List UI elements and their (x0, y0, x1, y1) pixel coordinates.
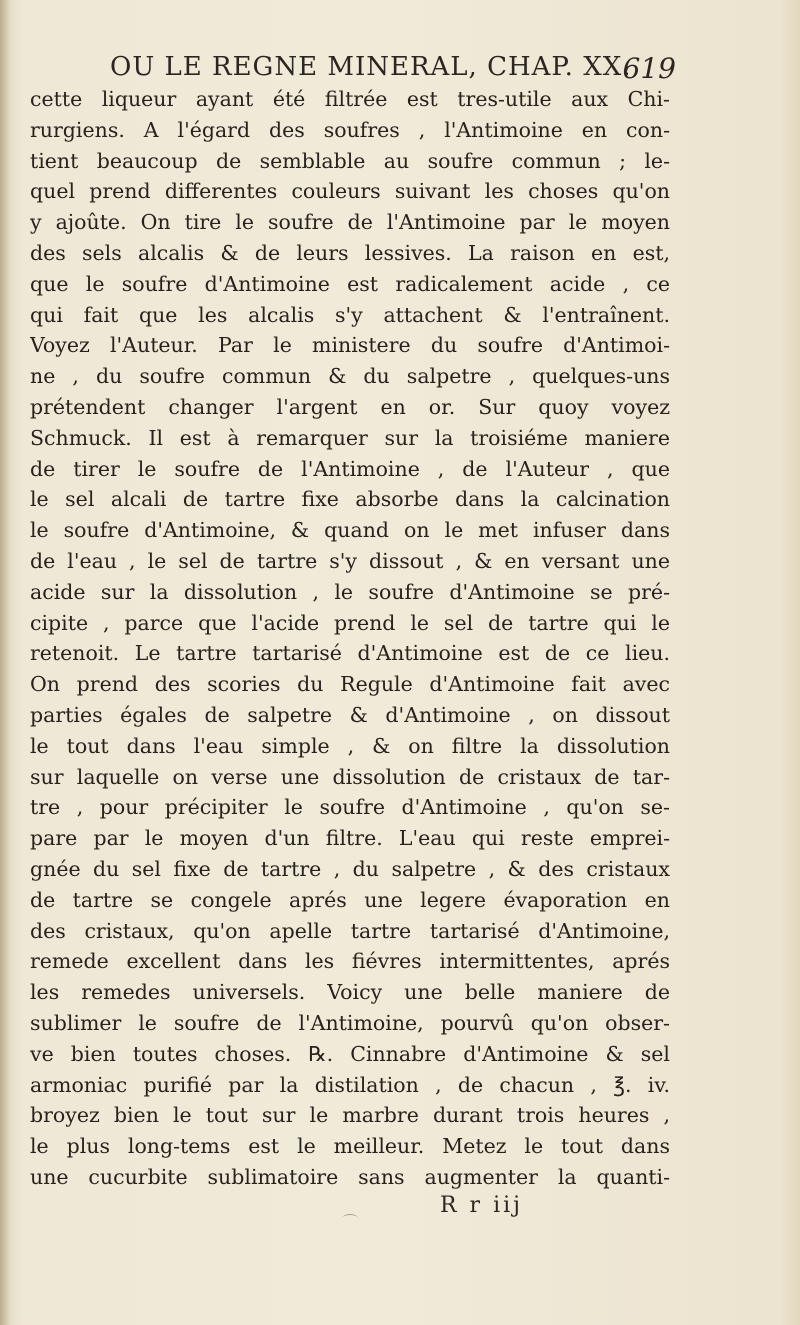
text-line: tre , pour précipiter le soufre d'Antimoine , qu'on se- (30, 795, 670, 820)
text-line: ne , du soufre commun & du salpetre , quelques-uns (30, 364, 670, 389)
text-line: une cucurbite sublimatoire sans augmenter la quanti- (30, 1164, 670, 1189)
text-line: sublimer le soufre de l'Antimoine, pourvû qu'on obser- (30, 1010, 670, 1035)
text-line: armoniac purifié par la distilation , de chacun , ℥. iv. (30, 1072, 670, 1097)
text-line: des sels alcalis & de leurs lessives. La raison en est, (30, 240, 670, 265)
text-line: acide sur la dissolution , le soufre d'Antimoine se pré- (30, 579, 670, 604)
signature-mark: R r iij (440, 1193, 523, 1218)
text-line: rurgiens. A l'égard des soufres , l'Antimoine en con- (30, 117, 670, 142)
text-line: remede excellent dans les fiévres intermittentes, aprés (30, 949, 670, 974)
text-line: de l'eau , le sel de tartre s'y dissout , & en versant une (30, 548, 670, 573)
text-line: les remedes universels. Voicy une belle maniere de (30, 980, 670, 1005)
text-line: le tout dans l'eau simple , & on filtre la dissolution (30, 733, 670, 758)
text-line: que le soufre d'Antimoine est radicalement acide , ce (30, 271, 670, 296)
text-line: broyez bien le tout sur le marbre durant trois heures , (30, 1103, 670, 1128)
running-title: OU LE REGNE MINERAL, CHAP. XX. (110, 52, 632, 82)
text-line: On prend des scories du Regule d'Antimoine fait avec (30, 672, 670, 697)
body-text (30, 84, 670, 1193)
ink-mark (342, 1214, 358, 1223)
text-line: retenoit. Le tartre tartarisé d'Antimoine est de ce lieu. (30, 641, 670, 666)
text-line: parties égales de salpetre & d'Antimoine , on dissout (30, 702, 670, 727)
text-line: le plus long-tems est le meilleur. Metez le tout dans (30, 1134, 670, 1159)
text-line: le sel alcali de tartre fixe absorbe dans la calcination (30, 487, 670, 512)
text-line: ve bien toutes choses. ℞. Cinnabre d'Antimoine & sel (30, 1041, 670, 1066)
text-line: de tartre se congele aprés une legere évaporation en (30, 887, 670, 912)
text-line: tient beaucoup de semblable au soufre commun ; le- (30, 148, 670, 173)
text-line: prétendent changer l'argent en or. Sur quoy voyez (30, 394, 670, 419)
page-number: 619 (622, 52, 676, 85)
text-line: quel prend differentes couleurs suivant les choses qu'on (30, 179, 670, 204)
text-line: cipite , parce que l'acide prend le sel de tartre qui le (30, 610, 670, 635)
page-spine-shadow (0, 0, 10, 1325)
text-line: cette liqueur ayant été filtrée est tres-utile aux Chi- (30, 87, 670, 111)
text-line: Voyez l'Auteur. Par le ministere du soufre d'Antimoi- (30, 333, 670, 358)
text-line: le soufre d'Antimoine, & quand on le met infuser dans (30, 518, 670, 543)
text-line: Schmuck. Il est à remarquer sur la troisiéme maniere (30, 425, 670, 450)
text-line: de tirer le soufre de l'Antimoine , de l'Auteur , que (30, 456, 670, 481)
text-line: des cristaux, qu'on apelle tartre tartarisé d'Antimoine, (30, 918, 670, 943)
text-line: sur laquelle on verse une dissolution de cristaux de tar- (30, 764, 670, 789)
text-line: qui fait que les alcalis s'y attachent & l'entraînent. (30, 302, 670, 327)
text-line: pare par le moyen d'un filtre. L'eau qui reste emprei- (30, 826, 670, 851)
text-line: y ajoûte. On tire le soufre de l'Antimoine par le moyen (30, 210, 670, 235)
text-line: gnée du sel fixe de tartre , du salpetre , & des cristaux (30, 856, 670, 881)
